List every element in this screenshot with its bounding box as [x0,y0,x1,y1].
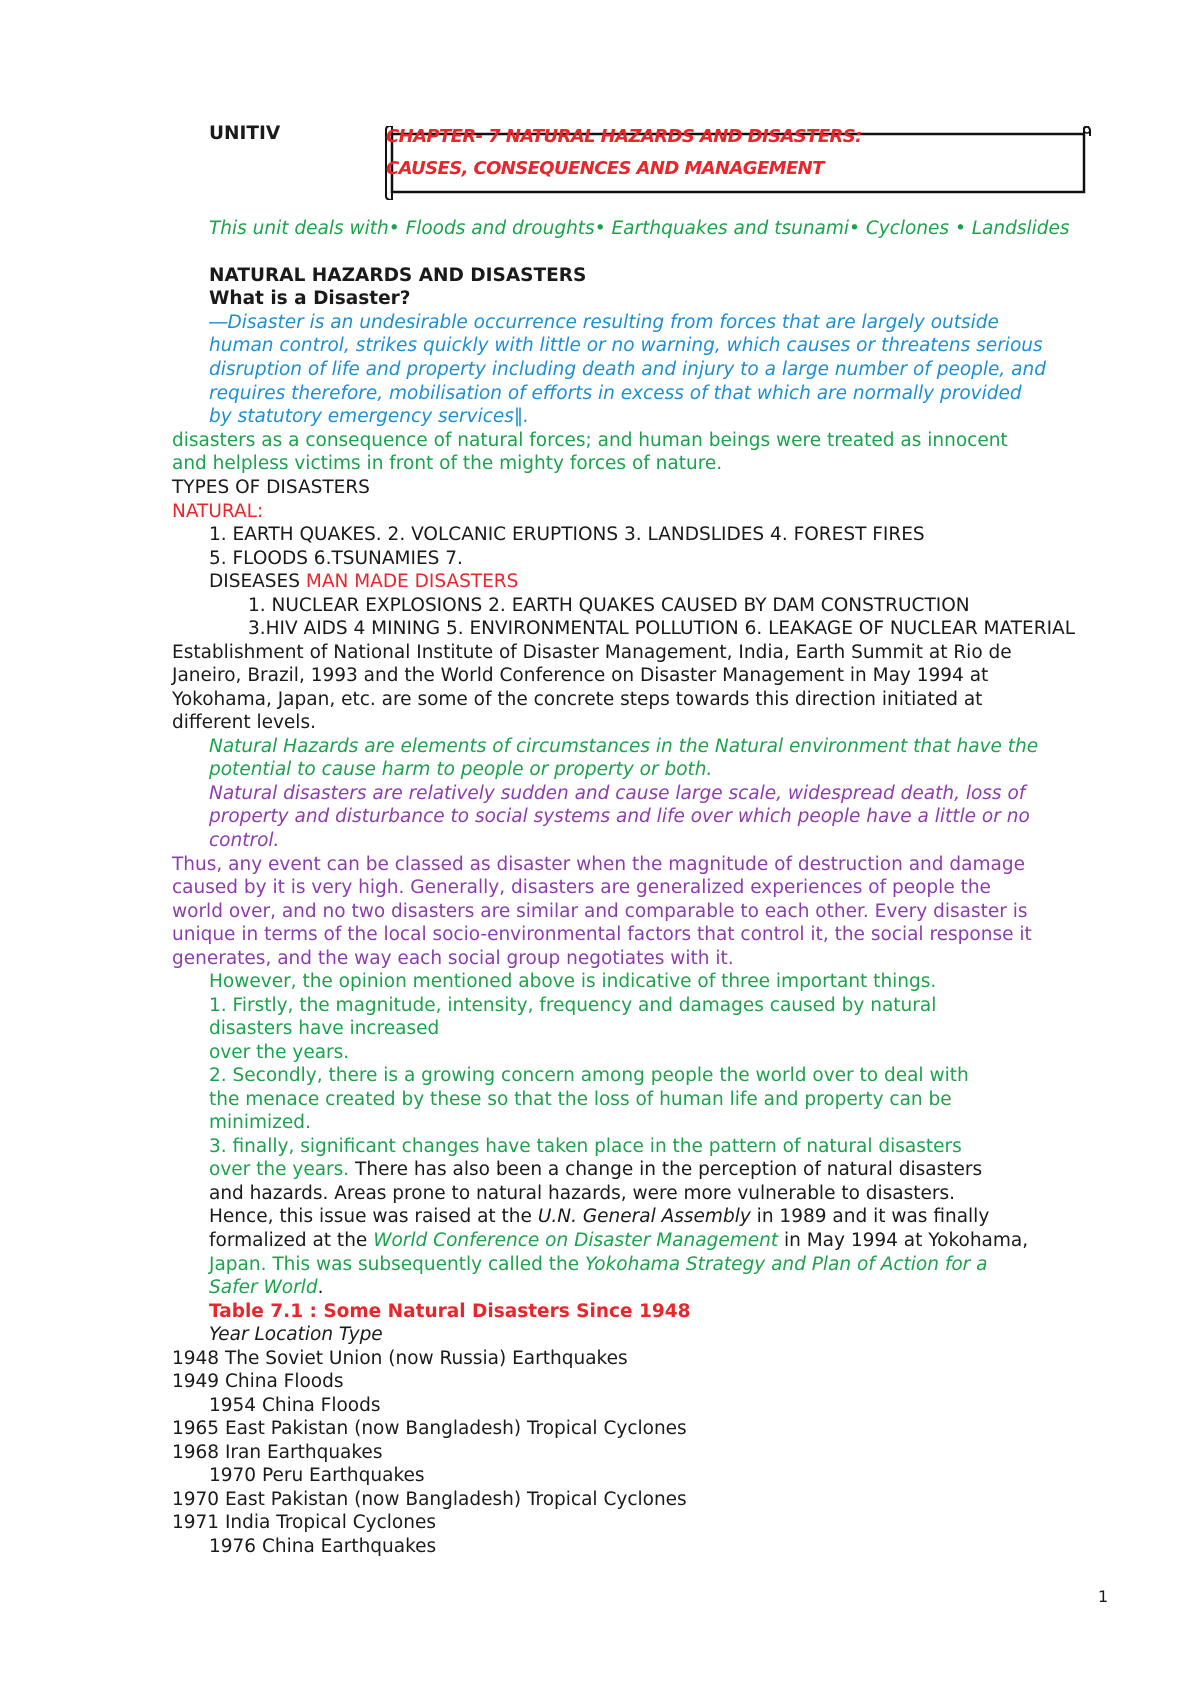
thus-line: caused by it is very high. Generally, disasters are generalized experiences of people the [172,877,991,898]
man-made-item-line: 1. NUCLEAR EXPLOSIONS 2. EARTH QUAKES CAUSED BY DAM CONSTRUCTION [248,595,970,616]
however-line: disasters have increased [209,1018,440,1039]
natural-item-line: 5. FLOODS 6.TSUNAMIES 7. [209,548,463,569]
areas-line: and hazards. Areas prone to natural hazards, were more vulnerable to disasters. [209,1183,956,1204]
establishment-line: Janeiro, Brazil, 1993 and the World Conference on Disaster Management in May 1994 at [172,665,989,686]
thus-line: world over, and no two disasters are similar and comparable to each other. Every disaster is [172,901,1028,922]
table-row: 1965 East Pakistan (now Bangladesh) Tropical Cyclones [172,1418,687,1439]
hence-text: . [317,1277,324,1298]
disasters-definition-line: control. [209,830,280,851]
chapter-title-line1: CHAPTER- 7 NATURAL HAZARDS AND DISASTERS: [386,126,862,147]
diseases-line [209,570,518,594]
establishment-line: different levels. [172,712,316,733]
page-number: 1 [1098,1587,1109,1606]
safer-world: Safer World [209,1277,318,1298]
diseases-prefix: DISEASES [209,571,306,592]
consequence-line: and helpless victims in front of the mighty forces of nature. [172,453,723,474]
disasters-definition-line: Natural disasters are relatively sudden and cause large scale, widespread death, loss of [209,783,1026,804]
table-row: 1976 China Earthquakes [209,1536,437,1557]
table-header: Year Location Type [209,1324,383,1345]
however-line: the menace created by these so that the loss of human life and property can be [209,1089,952,1110]
hazards-definition-line: potential to cause harm to people or property or both. [209,759,713,780]
disaster-question: What is a Disaster? [209,288,411,309]
however-line: 3. finally, significant changes have taken place in the pattern of natural disasters [209,1136,962,1157]
establishment-line: Establishment of National Institute of Disaster Management, India, Earth Summit at Rio de [172,642,1012,663]
hence-text: formalized at the [209,1230,374,1251]
table-row: 1954 China Floods [209,1395,381,1416]
definition-line: ―Disaster is an undesirable occurrence resulting from forces that are largely outside [209,312,999,333]
definition-line: by statutory emergency services‖. [209,406,530,427]
world-conference-name: World Conference on Disaster Management [373,1230,779,1251]
unit-intro: This unit deals with• Floods and droughts• Earthquakes and tsunami• Cyclones • Landslides [209,218,1070,239]
table-row: 1949 China Floods [172,1371,344,1392]
hence-line [209,1276,323,1300]
table-row: 1970 Peru Earthquakes [209,1465,425,1486]
hence-text: Hence, this issue was raised at the [209,1206,538,1227]
types-heading: TYPES OF DISASTERS [172,477,370,498]
natural-label: NATURAL: [172,501,264,522]
over-years-line [209,1158,982,1182]
disasters-definition-line: property and disturbance to social systems and life over which people have a little or no [209,806,1030,827]
however-line: over the years. [209,1042,350,1063]
definition-line: disruption of life and property including death and injury to a large number of people, and [209,359,1046,380]
table-row: 1971 India Tropical Cyclones [172,1512,436,1533]
table-row: 1968 Iran Earthquakes [172,1442,383,1463]
however-line: minimized. [209,1112,311,1133]
table-title: Table 7.1 : Some Natural Disasters Since 1948 [209,1301,691,1322]
hence-line [209,1253,988,1277]
thus-line: Thus, any event can be classed as disaster when the magnitude of destruction and damage [172,854,1025,875]
section-heading: NATURAL HAZARDS AND DISASTERS [209,265,587,286]
hence-text: in May 1994 at Yokohama, [778,1230,1029,1251]
hazards-definition-line: Natural Hazards are elements of circumstances in the Natural environment that have the [209,736,1039,757]
hence-text: Japan. This was subsequently called the [209,1254,585,1275]
table-row: 1970 East Pakistan (now Bangladesh) Tropical Cyclones [172,1489,687,1510]
over-years-black: There has also been a change in the perception of natural disasters [349,1159,983,1180]
man-made-label: MAN MADE DISASTERS [305,571,519,592]
table-row: 1948 The Soviet Union (now Russia) Earthquakes [172,1348,628,1369]
natural-item-line: 1. EARTH QUAKES. 2. VOLCANIC ERUPTIONS 3. LANDSLIDES 4. FOREST FIRES [209,524,925,545]
un-general-assembly: U.N. General Assembly [537,1206,751,1227]
however-line: However, the opinion mentioned above is indicative of three important things. [209,971,937,992]
thus-line: unique in terms of the local socio-environmental factors that control it, the social response it [172,924,1032,945]
unit-label: UNITIV [209,123,281,144]
consequence-line: disasters as a consequence of natural forces; and human beings were treated as innocent [172,430,1008,451]
establishment-line: Yokohama, Japan, etc. are some of the concrete steps towards this direction initiated at [172,689,983,710]
however-line: 2. Secondly, there is a growing concern among people the world over to deal with [209,1065,969,1086]
definition-line: human control, strikes quickly with little or no warning, which causes or threatens serious [209,335,1043,356]
chapter-title-line2: CAUSES, CONSEQUENCES AND MANAGEMENT [386,158,824,179]
hence-line [209,1229,1028,1253]
thus-line: generates, and the way each social group negotiates with it. [172,948,734,969]
however-line: 1. Firstly, the magnitude, intensity, frequency and damages caused by natural [209,995,937,1016]
over-years-green: over the years. [209,1159,350,1180]
yokohama-strategy: Yokohama Strategy and Plan of Action for a [585,1254,988,1275]
hence-line [209,1205,989,1229]
hence-text: in 1989 and it was finally [750,1206,990,1227]
definition-line: requires therefore, mobilisation of efforts in excess of that which are normally provided [209,383,1022,404]
man-made-item-line: 3.HIV AIDS 4 MINING 5. ENVIRONMENTAL POLLUTION 6. LEAKAGE OF NUCLEAR MATERIAL [248,618,1075,639]
